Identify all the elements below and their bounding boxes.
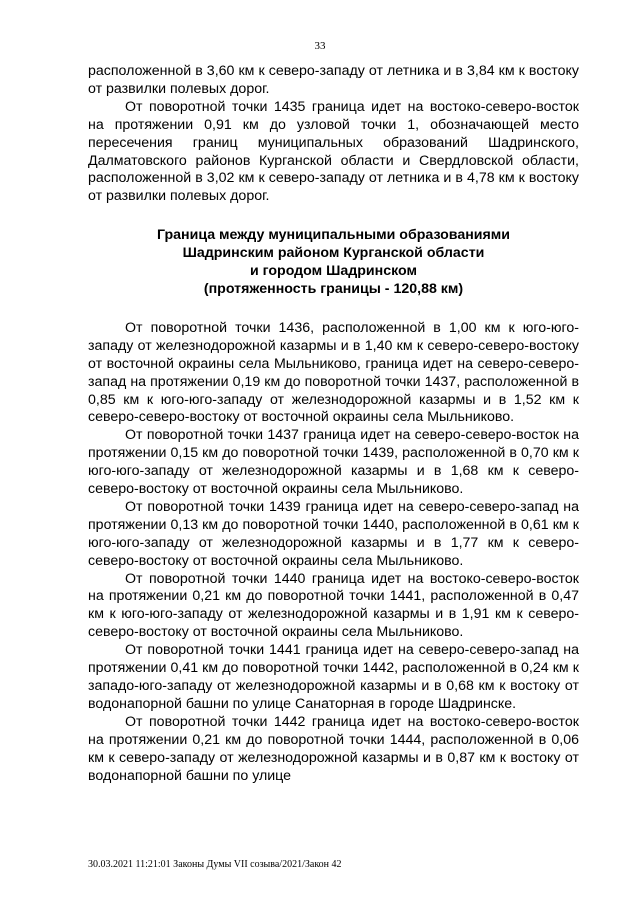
heading-line-1: Граница между муниципальными образованиями — [156, 227, 511, 244]
document-body — [88, 63, 579, 785]
document-footer: 30.03.2021 11:21:01 Законы Думы VII созыва/2021/Закон 42 — [88, 859, 342, 870]
page-number: 33 — [314, 40, 326, 52]
paragraph-point-1440: От поворотной точки 1440 граница идет на востоко-северо-восток на протяжении 0,21 км до поворотной точки 1441, расположенной в 0,47 км к юго-юго-западу от железнодорожной казармы и в 1,91 км к северо-северо-востоку от восточной окраины села Мыльниково. — [88, 570, 579, 641]
paragraph-point-1435: От поворотной точки 1435 граница идет на востоко-северо-восток на протяжении 0,91 км до узловой точки 1, обозначающей место пересечения границ муниципальных образований Шадринского, Далматовского районов Курганской области и Свердловской области, расположенной в 3,02 км к северо-западу от летника и в 4,78 км к востоку от развилки полевых дорог. — [88, 98, 579, 205]
paragraph-point-1442: От поворотной точки 1442 граница идет на востоко-северо-восток на протяжении 0,21 км до поворотной точки 1444, расположенной в 0,06 км к северо-западу от железнодорожной казармы и в 0,87 км к востоку от водонапорной башни по улице — [88, 713, 579, 784]
paragraph-point-1437: От поворотной точки 1437 граница идет на северо-северо-восток на протяжении 0,15 км до поворотной точки 1439, расположенной в 0,70 км к юго-юго-западу от железнодорожной казармы и в 1,68 км к северо-северо-востоку от восточной окраины села Мыльниково. — [88, 427, 579, 498]
paragraph-point-1441: От поворотной точки 1441 граница идет на северо-северо-запад на протяжении 0,41 км до поворотной точки 1442, расположенной в 0,24 км к западо-юго-западу от железнодорожной казармы и в 0,68 км к востоку от водонапорной башни по улице Санаторная в городе Шадринске. — [88, 642, 579, 712]
paragraph-continuation: расположенной в 3,60 км к северо-западу от летника и в 3,84 км к востоку от развилки полевых дорог. — [88, 63, 579, 97]
section-heading — [88, 227, 579, 299]
paragraph-point-1436: От поворотной точки 1436, расположенной в 1,00 км к юго-юго-западу от железнодорожной казармы и в 1,40 км к северо-северо-востоку от восточной окраины села Мыльниково, граница идет на северо-северо-запад на протяжении 0,19 км до поворотной точки 1437, расположенной в 0,85 км к юго-юго-западу от железнодорожной казармы и в 1,52 км к северо-северо-востоку от восточной окраины села Мыльниково. — [88, 319, 579, 426]
heading-line-3: и городом Шадринском — [249, 263, 417, 280]
paragraph-point-1439: От поворотной точки 1439 граница идет на северо-северо-запад на протяжении 0,13 км до поворотной точки 1440, расположенной в 0,61 км к юго-юго-западу от железнодорожной казармы и в 1,77 км к северо-северо-востоку от восточной окраины села Мыльниково. — [88, 498, 579, 569]
heading-line-4: (протяженность границы - 120,88 км) — [203, 280, 464, 297]
heading-line-2: Шадринским районом Курганской области — [182, 245, 485, 262]
